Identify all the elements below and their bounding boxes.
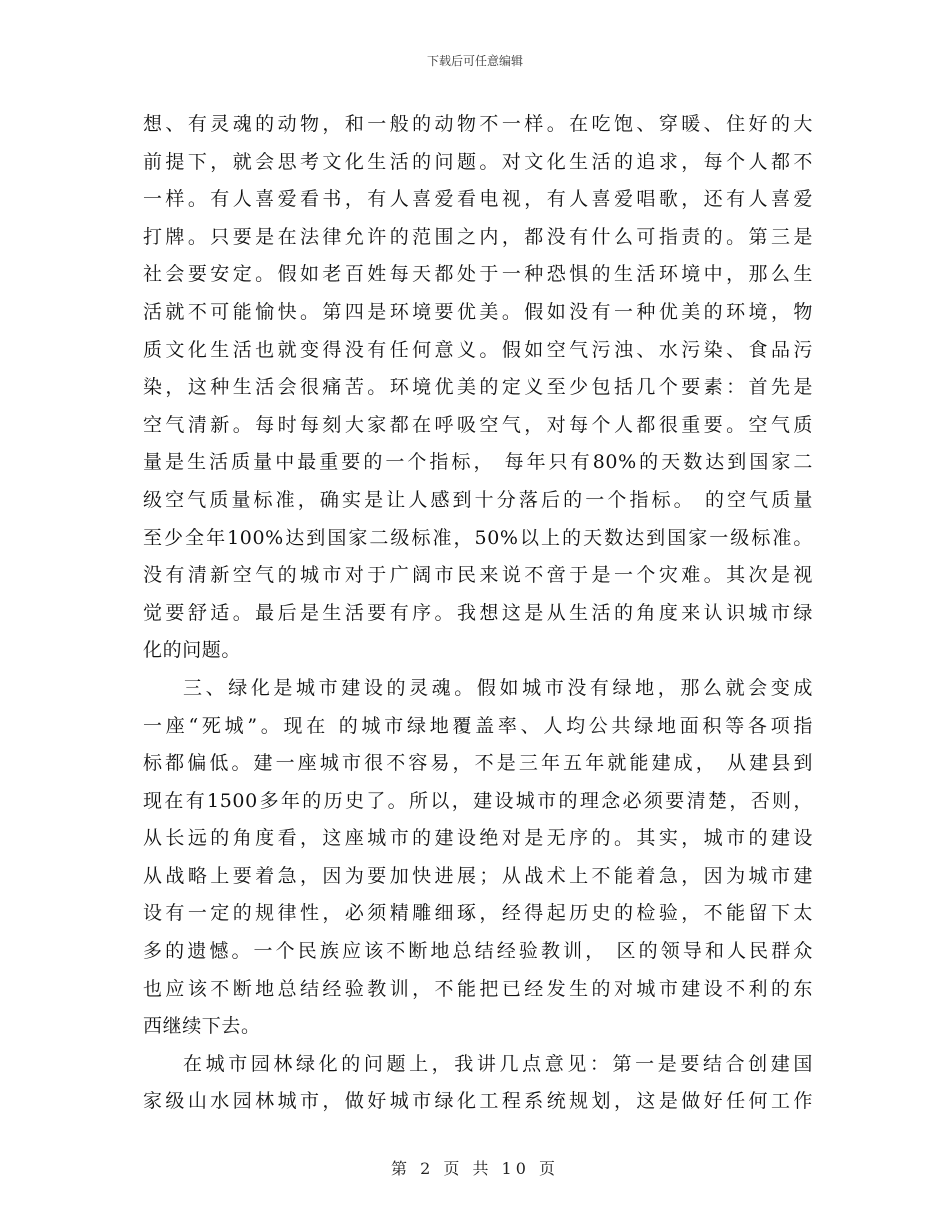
text-line: 至少全年100%达到国家二级标准，50%以上的天数达到国家一级标准。 — [143, 526, 813, 549]
text-line: 活就不可能愉快。第四是环境要优美。假如没有一种优美的环境，物 — [143, 300, 813, 323]
text-line: 一座“死城”。现在 的城市绿地覆盖率、人均公共绿地面积等各项指 — [143, 714, 813, 737]
text-line: 从战略上要着急，因为要加快进展；从战术上不能着急，因为城市建 — [143, 864, 813, 887]
text-line: 想、有灵魂的动物，和一般的动物不一样。在吃饱、穿暖、住好的大 — [143, 113, 813, 135]
text-line: 染，这种生活会很痛苦。环境优美的定义至少包括几个要素：首先是 — [143, 376, 813, 399]
text-line: 西继续下去。 — [143, 1015, 261, 1038]
text-line: 觉要舒适。最后是生活要有序。我想这是从生活的角度来认识城市绿 — [143, 601, 813, 624]
text-line: 设有一定的规律性，必须精雕细琢，经得起历史的检验，不能留下太 — [143, 902, 813, 925]
text-line: 前提下，就会思考文化生活的问题。对文化生活的追求，每个人都不 — [143, 150, 813, 173]
text-line: 现在有1500多年的历史了。所以，建设城市的理念必须要清楚，否则， — [143, 789, 813, 812]
text-line: 家级山水园林城市，做好城市绿化工程系统规划，这是做好任何工作 — [143, 1090, 813, 1113]
text-line: 没有清新空气的城市对于广阔市民来说不啻于是一个灾难。其次是视 — [143, 564, 813, 587]
text-line: 打牌。只要是在法律允许的范围之内，都没有什么可指责的。第三是 — [143, 225, 813, 248]
text-line: 在城市园林绿化的问题上，我讲几点意见：第一是要结合创建国 — [183, 1052, 813, 1075]
text-line: 质文化生活也就变得没有任何意义。假如空气污浊、水污染、食品污 — [143, 338, 813, 361]
text-line: 从长远的角度看，这座城市的建设绝对是无序的。其实，城市的建设 — [143, 827, 813, 850]
text-line: 标都偏低。建一座城市很不容易，不是三年五年就能建成， 从建县到 — [143, 752, 813, 775]
text-line: 多的遗憾。一个民族应该不断地总结经验教训， 区的领导和人民群众 — [143, 940, 813, 963]
page-footer: 第 2 页 共 10 页 — [391, 1159, 559, 1178]
text-line: 一样。有人喜爱看书，有人喜爱看电视，有人喜爱唱歌，还有人喜爱 — [143, 188, 813, 211]
text-line: 空气清新。每时每刻大家都在呼吸空气，对每个人都很重要。空气质 — [143, 413, 813, 436]
text-line: 三、绿化是城市建设的灵魂。假如城市没有绿地，那么就会变成 — [183, 676, 813, 699]
body-text — [143, 106, 813, 1121]
text-line: 级空气质量标准，确实是让人感到十分落后的一个指标。 的空气质量 — [143, 488, 813, 511]
page-header: 下载后可任意编辑 — [426, 54, 523, 68]
text-line: 社会要安定。假如老百姓每天都处于一种恐惧的生活环境中，那么生 — [143, 263, 813, 286]
text-line: 化的问题。 — [143, 639, 242, 662]
text-line: 量是生活质量中最重要的一个指标， 每年只有80%的天数达到国家二 — [143, 451, 813, 474]
text-line: 也应该不断地总结经验教训，不能把已经发生的对城市建设不利的东 — [143, 977, 813, 1000]
